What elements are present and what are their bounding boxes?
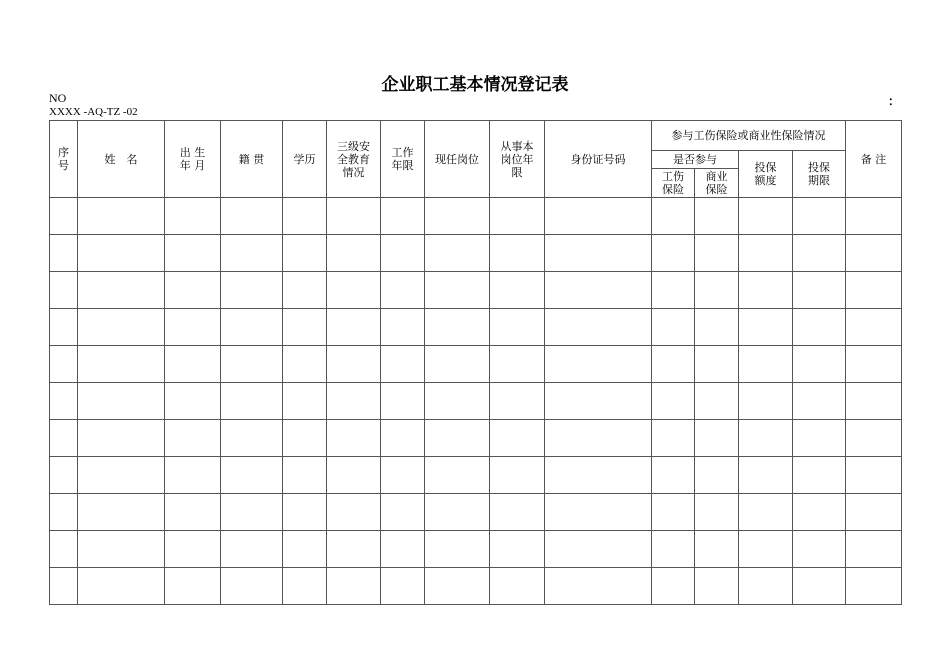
table-cell[interactable] bbox=[283, 383, 327, 420]
table-cell[interactable] bbox=[846, 531, 902, 568]
table-cell[interactable] bbox=[490, 494, 545, 531]
table-row bbox=[50, 383, 902, 420]
header-years-line1: 工作 bbox=[391, 146, 414, 159]
table-cell[interactable] bbox=[739, 272, 793, 309]
table-cell[interactable] bbox=[50, 383, 78, 420]
header-safety-education bbox=[327, 121, 381, 198]
header-seq bbox=[50, 121, 78, 198]
table-cell[interactable] bbox=[739, 346, 793, 383]
table-cell[interactable] bbox=[221, 531, 283, 568]
table-cell[interactable] bbox=[846, 457, 902, 494]
table-cell[interactable] bbox=[793, 346, 846, 383]
header-name-text: 姓 名 bbox=[104, 152, 138, 166]
table-cell[interactable] bbox=[381, 568, 425, 605]
table-cell[interactable] bbox=[425, 457, 490, 494]
table-cell[interactable] bbox=[78, 494, 165, 531]
header-native-text: 籍 贯 bbox=[238, 152, 265, 166]
table-cell[interactable] bbox=[283, 494, 327, 531]
table-cell[interactable] bbox=[739, 494, 793, 531]
table-cell[interactable] bbox=[283, 309, 327, 346]
table-cell[interactable] bbox=[490, 235, 545, 272]
table-cell[interactable] bbox=[381, 309, 425, 346]
table-cell[interactable] bbox=[652, 457, 695, 494]
table-cell[interactable] bbox=[545, 494, 652, 531]
header-remarks-text: 备 注 bbox=[860, 152, 887, 166]
table-cell[interactable] bbox=[652, 272, 695, 309]
header-position-text: 现任岗位 bbox=[435, 152, 479, 166]
table-cell[interactable] bbox=[78, 420, 165, 457]
header-safety-line1: 三级安 bbox=[337, 139, 370, 153]
table-cell[interactable] bbox=[739, 531, 793, 568]
header-participate-text: 是否参与 bbox=[673, 153, 717, 166]
table-cell[interactable] bbox=[490, 457, 545, 494]
header-birth-line2: 年 月 bbox=[179, 159, 206, 172]
header-amount-line1: 投保 bbox=[754, 161, 777, 174]
table-cell[interactable] bbox=[695, 198, 739, 235]
table-cell[interactable] bbox=[846, 420, 902, 457]
table-cell[interactable] bbox=[381, 198, 425, 235]
table-row bbox=[50, 272, 902, 309]
table-row bbox=[50, 457, 902, 494]
header-seq-line2: 号 bbox=[58, 159, 69, 172]
table-cell[interactable] bbox=[545, 235, 652, 272]
table-cell[interactable] bbox=[793, 531, 846, 568]
table-row bbox=[50, 235, 902, 272]
table-cell[interactable] bbox=[381, 494, 425, 531]
table-cell[interactable] bbox=[490, 198, 545, 235]
table-cell[interactable] bbox=[283, 568, 327, 605]
table-cell[interactable] bbox=[327, 235, 381, 272]
table-cell[interactable] bbox=[381, 457, 425, 494]
table-cell[interactable] bbox=[165, 383, 221, 420]
table-cell[interactable] bbox=[221, 568, 283, 605]
table-cell[interactable] bbox=[695, 420, 739, 457]
table-cell[interactable] bbox=[793, 235, 846, 272]
table-cell[interactable] bbox=[425, 383, 490, 420]
table-cell[interactable] bbox=[846, 198, 902, 235]
header-tenure bbox=[490, 121, 545, 198]
header-insurance-group bbox=[652, 121, 846, 151]
table-cell[interactable] bbox=[695, 272, 739, 309]
header-insured-amount bbox=[739, 151, 793, 198]
table-cell[interactable] bbox=[846, 272, 902, 309]
table-cell[interactable] bbox=[78, 531, 165, 568]
table-cell[interactable] bbox=[283, 346, 327, 383]
table-cell[interactable] bbox=[739, 420, 793, 457]
header-injury-insurance bbox=[652, 169, 695, 198]
table-row bbox=[50, 494, 902, 531]
table-cell[interactable] bbox=[793, 383, 846, 420]
table-cell[interactable] bbox=[490, 272, 545, 309]
header-commercial-line1: 商业 bbox=[705, 170, 728, 183]
table-cell[interactable] bbox=[381, 235, 425, 272]
table-cell[interactable] bbox=[283, 531, 327, 568]
table-cell[interactable] bbox=[793, 198, 846, 235]
table-cell[interactable] bbox=[652, 531, 695, 568]
table-cell[interactable] bbox=[739, 383, 793, 420]
table-cell[interactable] bbox=[381, 272, 425, 309]
table-cell[interactable] bbox=[78, 198, 165, 235]
table-cell[interactable] bbox=[327, 457, 381, 494]
table-cell[interactable] bbox=[221, 420, 283, 457]
table-cell[interactable] bbox=[695, 531, 739, 568]
colon-mark: ： bbox=[888, 94, 901, 108]
table-row bbox=[50, 198, 902, 235]
table-cell[interactable] bbox=[165, 346, 221, 383]
table-cell[interactable] bbox=[221, 383, 283, 420]
table-cell[interactable] bbox=[78, 568, 165, 605]
header-native bbox=[221, 121, 283, 198]
table-cell[interactable] bbox=[381, 383, 425, 420]
table-cell[interactable] bbox=[327, 494, 381, 531]
header-education-text: 学历 bbox=[293, 152, 316, 166]
table-cell[interactable] bbox=[425, 235, 490, 272]
header-education bbox=[283, 121, 327, 198]
table-cell[interactable] bbox=[165, 198, 221, 235]
table-cell[interactable] bbox=[425, 346, 490, 383]
table-cell[interactable] bbox=[425, 309, 490, 346]
form-code: XXXX -AQ-TZ -02 bbox=[49, 106, 138, 118]
table-row bbox=[50, 420, 902, 457]
table-cell[interactable] bbox=[652, 420, 695, 457]
table-cell[interactable] bbox=[739, 309, 793, 346]
header-work-years bbox=[381, 121, 425, 198]
header-remarks bbox=[846, 121, 902, 198]
table-cell[interactable] bbox=[545, 383, 652, 420]
header-participate bbox=[652, 151, 739, 169]
header-commercial-line2: 保险 bbox=[705, 183, 728, 196]
table-cell[interactable] bbox=[221, 272, 283, 309]
table-row bbox=[50, 346, 902, 383]
header-name bbox=[78, 121, 165, 198]
table-cell[interactable] bbox=[283, 198, 327, 235]
table-cell[interactable] bbox=[381, 531, 425, 568]
table-cell[interactable] bbox=[793, 568, 846, 605]
header-birth bbox=[165, 121, 221, 198]
table-cell[interactable] bbox=[545, 457, 652, 494]
header-commercial-insurance bbox=[695, 169, 739, 198]
table-cell[interactable] bbox=[327, 198, 381, 235]
table-cell[interactable] bbox=[50, 494, 78, 531]
table-cell[interactable] bbox=[165, 568, 221, 605]
registration-table bbox=[49, 120, 902, 605]
table-cell[interactable] bbox=[425, 494, 490, 531]
table-cell[interactable] bbox=[793, 494, 846, 531]
table-cell[interactable] bbox=[793, 457, 846, 494]
table-cell[interactable] bbox=[739, 457, 793, 494]
table-cell[interactable] bbox=[695, 568, 739, 605]
table-cell[interactable] bbox=[490, 531, 545, 568]
table-cell[interactable] bbox=[793, 272, 846, 309]
table-cell[interactable] bbox=[283, 272, 327, 309]
header-birth-line1: 出 生 bbox=[179, 146, 206, 159]
table-cell[interactable] bbox=[78, 309, 165, 346]
table-cell[interactable] bbox=[327, 568, 381, 605]
page-title: 企业职工基本情况登记表 bbox=[381, 75, 569, 95]
table-row bbox=[50, 309, 902, 346]
table-cell[interactable] bbox=[327, 272, 381, 309]
table-cell[interactable] bbox=[545, 346, 652, 383]
table-cell[interactable] bbox=[381, 346, 425, 383]
header-seq-line1: 序 bbox=[58, 146, 69, 159]
table-cell[interactable] bbox=[490, 309, 545, 346]
table-cell[interactable] bbox=[50, 346, 78, 383]
table-cell[interactable] bbox=[165, 531, 221, 568]
header-injury-line2: 保险 bbox=[662, 183, 684, 196]
header-insurance-text: 参与工伤保险或商业性保险情况 bbox=[671, 129, 826, 142]
table-cell[interactable] bbox=[78, 272, 165, 309]
table-cell[interactable] bbox=[545, 531, 652, 568]
header-safety-line2: 全教育 bbox=[337, 152, 370, 166]
table-cell[interactable] bbox=[652, 494, 695, 531]
table-cell[interactable] bbox=[327, 309, 381, 346]
table-cell[interactable] bbox=[165, 309, 221, 346]
table-cell[interactable] bbox=[78, 457, 165, 494]
table-cell[interactable] bbox=[846, 309, 902, 346]
table-cell[interactable] bbox=[490, 568, 545, 605]
header-tenure-line1: 从事本 bbox=[500, 139, 534, 153]
table-cell[interactable] bbox=[425, 531, 490, 568]
header-safety-line3: 情况 bbox=[342, 165, 365, 179]
table-cell[interactable] bbox=[490, 383, 545, 420]
table-cell[interactable] bbox=[50, 531, 78, 568]
table-cell[interactable] bbox=[425, 272, 490, 309]
header-insured-period bbox=[793, 151, 846, 198]
table-cell[interactable] bbox=[165, 457, 221, 494]
table-cell[interactable] bbox=[545, 198, 652, 235]
table-cell[interactable] bbox=[78, 383, 165, 420]
no-label: NO bbox=[49, 91, 67, 105]
table-cell[interactable] bbox=[283, 420, 327, 457]
table-cell[interactable] bbox=[221, 457, 283, 494]
table-cell[interactable] bbox=[695, 235, 739, 272]
table-cell[interactable] bbox=[165, 272, 221, 309]
header-id-text: 身份证号码 bbox=[570, 152, 626, 166]
table-cell[interactable] bbox=[652, 309, 695, 346]
table-cell[interactable] bbox=[490, 346, 545, 383]
table-cell[interactable] bbox=[78, 346, 165, 383]
table-cell[interactable] bbox=[793, 309, 846, 346]
table-cell[interactable] bbox=[739, 568, 793, 605]
table-cell[interactable] bbox=[739, 235, 793, 272]
header-id-number bbox=[545, 121, 652, 198]
table-cell[interactable] bbox=[695, 346, 739, 383]
table-cell[interactable] bbox=[695, 309, 739, 346]
table-cell[interactable] bbox=[221, 346, 283, 383]
table-cell[interactable] bbox=[221, 235, 283, 272]
table-cell[interactable] bbox=[165, 420, 221, 457]
table-cell[interactable] bbox=[221, 494, 283, 531]
table-cell[interactable] bbox=[652, 235, 695, 272]
table-cell[interactable] bbox=[739, 198, 793, 235]
table-cell[interactable] bbox=[793, 420, 846, 457]
table-cell[interactable] bbox=[165, 494, 221, 531]
table-cell[interactable] bbox=[78, 235, 165, 272]
table-cell[interactable] bbox=[327, 531, 381, 568]
table-cell[interactable] bbox=[165, 235, 221, 272]
header-tenure-line2: 岗位年 bbox=[500, 152, 534, 166]
table-cell[interactable] bbox=[652, 568, 695, 605]
table-cell[interactable] bbox=[545, 420, 652, 457]
table-cell[interactable] bbox=[545, 272, 652, 309]
table-cell[interactable] bbox=[652, 198, 695, 235]
table-cell[interactable] bbox=[50, 309, 78, 346]
table-row bbox=[50, 531, 902, 568]
table-cell[interactable] bbox=[381, 420, 425, 457]
table-cell[interactable] bbox=[846, 235, 902, 272]
table-cell[interactable] bbox=[50, 235, 78, 272]
header-tenure-line3: 限 bbox=[511, 165, 523, 179]
table-cell[interactable] bbox=[846, 346, 902, 383]
table-cell[interactable] bbox=[425, 420, 490, 457]
header-amount-line2: 额度 bbox=[754, 174, 777, 187]
table-cell[interactable] bbox=[221, 198, 283, 235]
table-cell[interactable] bbox=[50, 568, 78, 605]
header-injury-line1: 工伤 bbox=[662, 170, 684, 183]
header-years-line2: 年限 bbox=[391, 159, 414, 172]
table-cell[interactable] bbox=[425, 198, 490, 235]
header-period-line2: 期限 bbox=[808, 174, 830, 187]
table-cell[interactable] bbox=[283, 235, 327, 272]
header-position bbox=[425, 121, 490, 198]
table-cell[interactable] bbox=[846, 494, 902, 531]
header-period-line1: 投保 bbox=[808, 161, 830, 174]
table-cell[interactable] bbox=[327, 346, 381, 383]
table-cell[interactable] bbox=[425, 568, 490, 605]
table-cell[interactable] bbox=[545, 309, 652, 346]
table-cell[interactable] bbox=[846, 568, 902, 605]
table-cell[interactable] bbox=[652, 346, 695, 383]
table-cell[interactable] bbox=[846, 383, 902, 420]
table-cell[interactable] bbox=[652, 383, 695, 420]
table-cell[interactable] bbox=[695, 457, 739, 494]
table-row bbox=[50, 568, 902, 605]
table-cell[interactable] bbox=[50, 198, 78, 235]
table-cell[interactable] bbox=[695, 383, 739, 420]
table-cell[interactable] bbox=[327, 420, 381, 457]
table-cell[interactable] bbox=[695, 494, 739, 531]
table-cell[interactable] bbox=[50, 420, 78, 457]
table-cell[interactable] bbox=[221, 309, 283, 346]
table-cell[interactable] bbox=[545, 568, 652, 605]
table-cell[interactable] bbox=[50, 457, 78, 494]
table-cell[interactable] bbox=[490, 420, 545, 457]
table-cell[interactable] bbox=[50, 272, 78, 309]
table-cell[interactable] bbox=[327, 383, 381, 420]
table-cell[interactable] bbox=[283, 457, 327, 494]
